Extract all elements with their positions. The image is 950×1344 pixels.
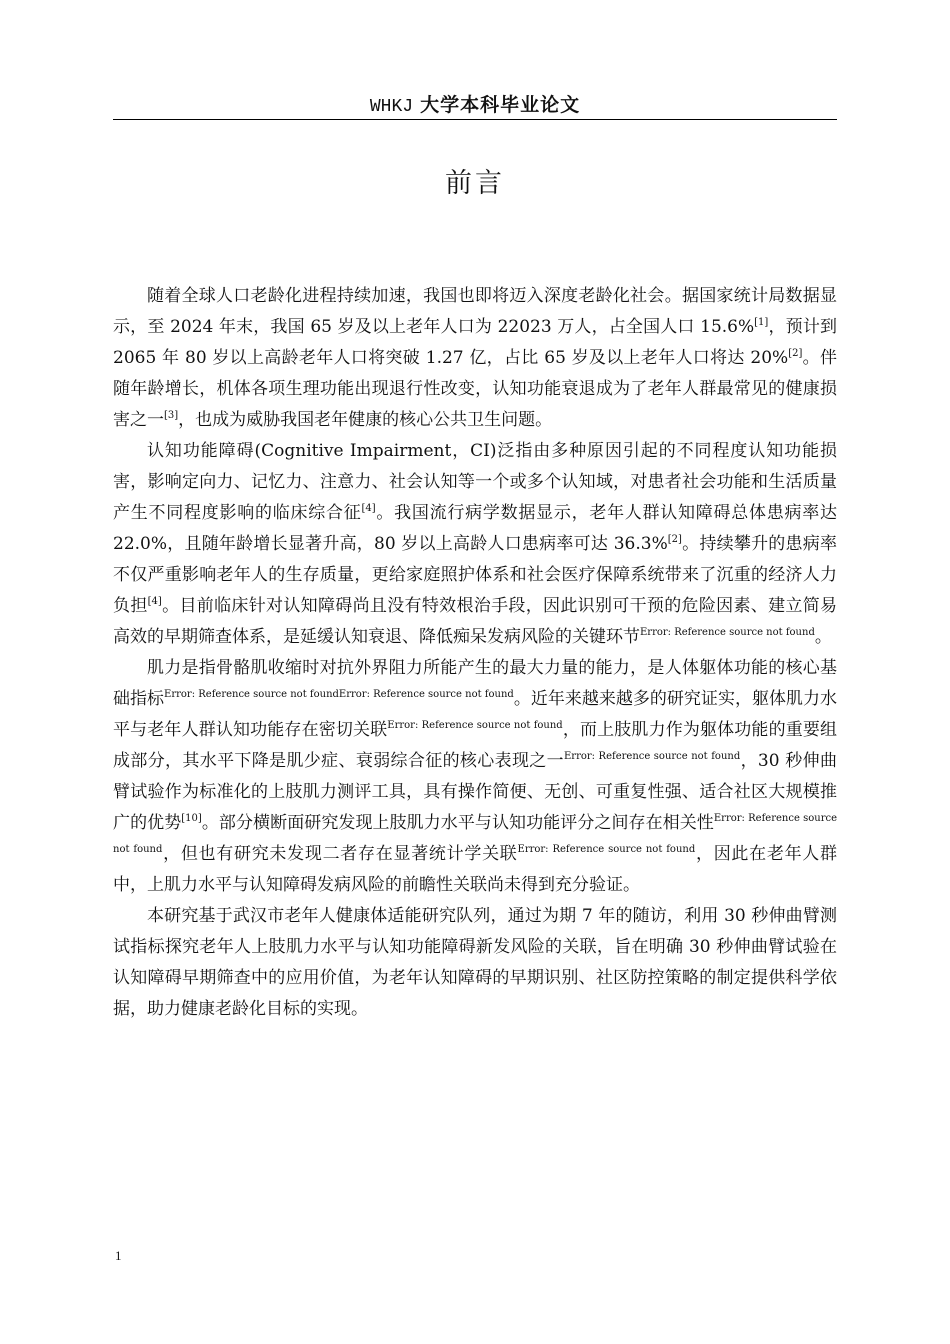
citation-mark: Error: Reference source not found — [640, 627, 815, 638]
citation-mark: Error: Reference source not found — [387, 720, 563, 731]
text-run: 。目前临床针对认知障碍尚且没有特效根治手段，因此识别可干预的危险因素、建立简易高效的早期筛查体系，是延缓认知衰退、降低痴呆发病风险的关键环节 — [113, 596, 838, 647]
text-run: ，而上肢肌力作为躯体功能的重要组成部分，其水平下降是肌少症、衰弱综合征的核心表现之一 — [113, 720, 838, 771]
text-run: 认知功能障碍(Cognitive Impairment，CI)泛指由多种原因引起的不同程度认知功能损害，影响定向力、记忆力、注意力、社会认知等一个或多个认知域，对患者社会功能和生活质量产生不同程度影响的临床综合征 — [113, 441, 837, 523]
citation-mark: Error: Reference source not found — [564, 751, 741, 762]
citation-mark: [2] — [667, 534, 682, 545]
citation-mark: Error: Reference source not foundError: Reference source not found — [164, 689, 514, 700]
paragraph — [113, 281, 837, 436]
text-run: 。部分横断面研究发现上肢肌力水平与认知功能评分之间存在相关性 — [201, 813, 714, 833]
header-code: WHKJ — [369, 97, 414, 117]
text-run: ，也成为威胁我国老年健康的核心公共卫生问题。 — [178, 410, 553, 430]
citation-mark: Error: Reference source not found — [113, 813, 837, 855]
text-run: 随着全球人口老龄化进程持续加速，我国也即将迈入深度老龄化社会。据国家统计局数据显示，至 2024 年末，我国 65 岁及以上老年人口为 22023 万人，占全国人口 15.6% — [113, 286, 837, 337]
running-header — [113, 92, 837, 118]
citation-mark: [4] — [361, 503, 376, 514]
paragraph — [113, 901, 837, 1025]
header-rule — [113, 119, 837, 120]
body-text — [113, 281, 837, 1025]
text-run: 。持续攀升的患病率不仅严重影响老年人的生存质量，更给家庭照护体系和社会医疗保障系统带来了沉重的经济人力负担 — [113, 534, 837, 616]
citation-mark: [10] — [181, 813, 202, 824]
header-university: 大学本科毕业论文 — [420, 94, 581, 116]
citation-mark: [2] — [788, 348, 803, 359]
paragraph — [113, 653, 837, 901]
text-run: 。 — [814, 627, 832, 647]
text-run: ，但也有研究未发现二者存在显著统计学关联 — [162, 844, 518, 864]
text-run: ，30 秒伸曲臂试验作为标准化的上肢肌力测评工具，具有操作简便、无创、可重复性强、适合社区大规模推广的优势 — [113, 751, 837, 833]
paragraph — [113, 436, 837, 653]
text-run: 肌力是指骨骼肌收缩时对抗外界阻力所能产生的最大力量的能力，是人体躯体功能的核心基础指标 — [113, 658, 837, 709]
text-run: 。伴随年龄增长，机体各项生理功能出现退行性改变，认知功能衰退成为了老年人群最常见的健康损害之一 — [113, 348, 837, 430]
page-number: 1 — [115, 1248, 122, 1263]
citation-mark: [3] — [164, 410, 179, 421]
text-run: ，因此在老年人群中，上肌力水平与认知障碍发病风险的前瞻性关联尚未得到充分验证。 — [113, 844, 838, 895]
text-run: 本研究基于武汉市老年人健康体适能研究队列，通过为期 7 年的随访，利用 30 秒伸曲臂测试指标探究老年人上肢肌力水平与认知功能障碍新发风险的关联，旨在明确 30 秒伸曲臂试验在认知障碍早期筛查中的应用价值，为老年认知障碍的早期识别、社区防控策略的制定提供科学依据，助力健康老龄化目标的实现。 — [113, 906, 837, 1019]
text-run: 。我国流行病学数据显示，老年人群认知障碍总体患病率达 22.0%，且随年龄增长显著升高，80 岁以上高龄人口患病率可达 36.3% — [113, 503, 838, 554]
citation-mark: [4] — [147, 596, 162, 607]
text-run: ，预计到 2065 年 80 岁以上高龄老年人口将突破 1.27 亿，占比 65 岁及以上老年人口将达 20% — [113, 317, 837, 368]
citation-mark: [1] — [754, 317, 769, 328]
text-run: 。近年来越来越多的研究证实，躯体肌力水平与老年人群认知功能存在密切关联 — [113, 689, 838, 740]
section-title: 前言 — [445, 168, 505, 199]
citation-mark: Error: Reference source not found — [517, 844, 696, 855]
